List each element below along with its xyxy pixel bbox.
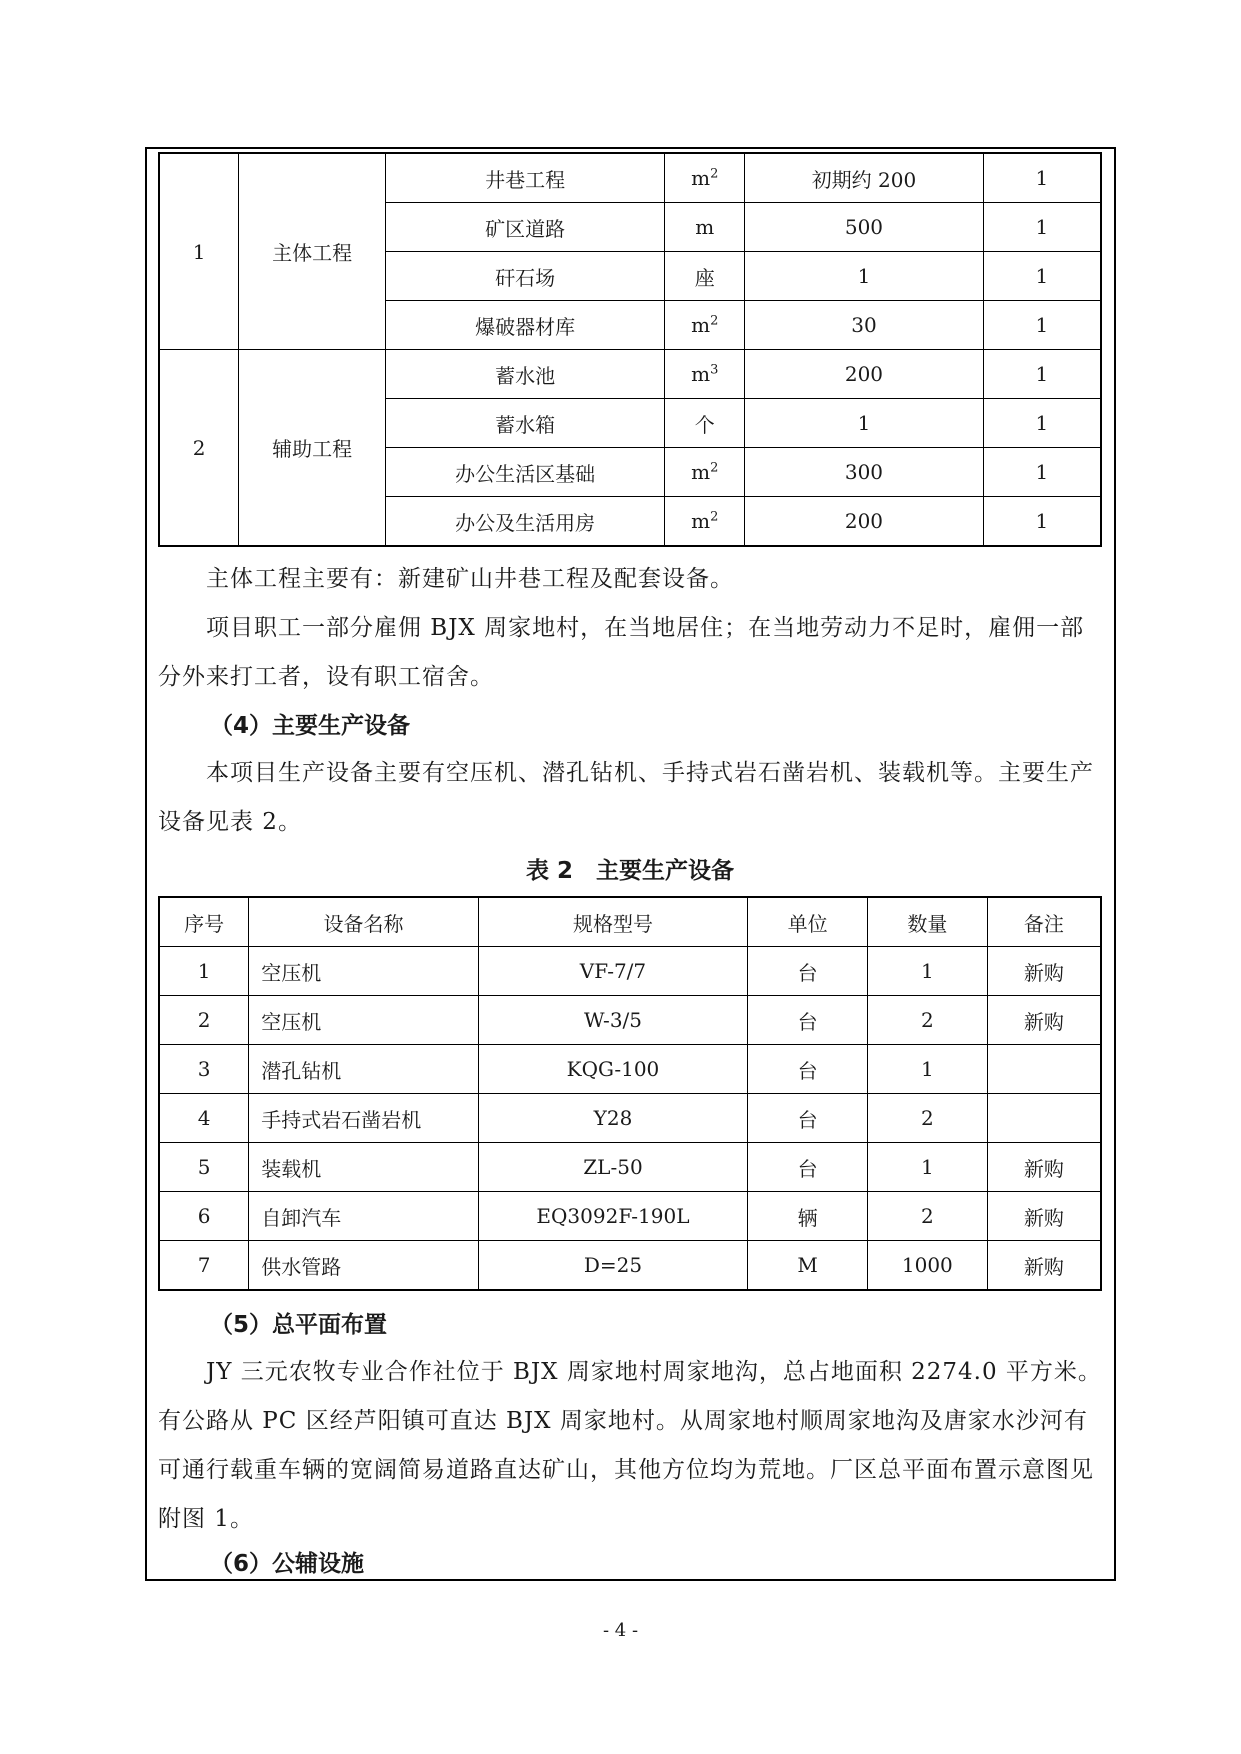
cell-unit: 台 — [748, 1094, 868, 1143]
item-unit — [665, 350, 745, 399]
item-unit — [665, 399, 745, 448]
paragraph-layout: JY 三元农牧专业合作社位于 BJX 周家地村周家地沟，总占地面积 2274.0 平方米。有公路从 PC 区经芦阳镇可直达 BJX 周家地村。从周家地村顺周家地沟及唐家水沙河有可通行载重车辆的宽阔简易道路直达矿山，其他方位均为荒地。厂区总平面布置示意图见附图 1。 — [158, 1359, 1102, 1532]
column-header: 单位 — [748, 897, 868, 947]
equipment-table — [158, 896, 1102, 1291]
column-header: 序号 — [159, 897, 249, 947]
item-unit — [665, 203, 745, 252]
cell-model: ZL-50 — [478, 1143, 748, 1192]
item-unit — [665, 153, 745, 203]
page-number: - 4 - — [602, 1620, 639, 1641]
heading-utilities: （6）公辅设施 — [210, 1551, 365, 1577]
heading-general-layout: （5）总平面布置 — [210, 1312, 388, 1338]
table-row — [159, 1094, 1101, 1143]
item-unit — [665, 252, 745, 301]
cell-remark: 新购 — [987, 947, 1101, 996]
item-unit — [665, 301, 745, 350]
cell-model: VF-7/7 — [478, 947, 748, 996]
cell-index: 7 — [159, 1241, 249, 1291]
item-quantity: 1 — [983, 497, 1101, 547]
cell-unit: 台 — [748, 1045, 868, 1094]
cell-model: Y28 — [478, 1094, 748, 1143]
cell-unit: 台 — [748, 1143, 868, 1192]
cell-index: 1 — [159, 947, 249, 996]
cell-model: EQ3092F-190L — [478, 1192, 748, 1241]
item-scale: 初期约 200 — [745, 153, 984, 203]
unit-exponent: 2 — [710, 313, 719, 329]
table-row — [159, 947, 1101, 996]
item-name: 井巷工程 — [386, 153, 665, 203]
cell-quantity: 2 — [867, 1192, 987, 1241]
table-row — [159, 350, 1101, 399]
cell-index: 2 — [159, 996, 249, 1045]
cell-quantity: 1 — [867, 1143, 987, 1192]
cell-unit: 辆 — [748, 1192, 868, 1241]
group-category: 主体工程 — [239, 153, 386, 350]
item-unit — [665, 448, 745, 497]
cell-index: 5 — [159, 1143, 249, 1192]
item-scale: 1 — [745, 399, 984, 448]
item-scale: 200 — [745, 350, 984, 399]
column-header: 数量 — [867, 897, 987, 947]
table-row — [159, 1241, 1101, 1291]
group-category: 辅助工程 — [239, 350, 386, 547]
item-name: 蓄水池 — [386, 350, 665, 399]
item-quantity: 1 — [983, 252, 1101, 301]
cell-remark — [987, 1045, 1101, 1094]
item-name: 矿区道路 — [386, 203, 665, 252]
item-scale: 300 — [745, 448, 984, 497]
unit-base: 座 — [694, 265, 715, 290]
cell-quantity: 1000 — [867, 1241, 987, 1291]
cell-equipment-name: 供水管路 — [249, 1241, 478, 1291]
group-number: 2 — [159, 350, 239, 547]
unit-exponent: 2 — [710, 460, 719, 476]
cell-remark: 新购 — [987, 996, 1101, 1045]
cell-remark: 新购 — [987, 1241, 1101, 1291]
unit-base: m — [695, 215, 715, 239]
cell-equipment-name: 空压机 — [249, 996, 478, 1045]
unit-base: m — [691, 362, 711, 386]
item-name: 爆破器材库 — [386, 301, 665, 350]
cell-remark: 新购 — [987, 1143, 1101, 1192]
cell-quantity: 1 — [867, 1045, 987, 1094]
paragraph-main-works: 主体工程主要有：新建矿山井巷工程及配套设备。 — [206, 566, 734, 592]
cell-index: 6 — [159, 1192, 249, 1241]
table-row — [159, 1192, 1101, 1241]
item-name: 办公及生活用房 — [386, 497, 665, 547]
cell-remark: 新购 — [987, 1192, 1101, 1241]
item-unit — [665, 497, 745, 547]
item-quantity: 1 — [983, 153, 1101, 203]
table-row — [159, 1143, 1101, 1192]
table-row — [159, 1045, 1101, 1094]
item-scale: 1 — [745, 252, 984, 301]
item-scale: 200 — [745, 497, 984, 547]
unit-base: m — [691, 509, 711, 533]
unit-base: m — [691, 166, 711, 190]
cell-equipment-name: 潜孔钻机 — [249, 1045, 478, 1094]
unit-base: m — [691, 460, 711, 484]
column-header: 设备名称 — [249, 897, 478, 947]
item-name: 蓄水箱 — [386, 399, 665, 448]
unit-base: 个 — [694, 412, 715, 437]
cell-quantity: 2 — [867, 1094, 987, 1143]
unit-exponent: 3 — [710, 362, 719, 378]
item-name: 办公生活区基础 — [386, 448, 665, 497]
item-quantity: 1 — [983, 203, 1101, 252]
cell-model: D=25 — [478, 1241, 748, 1291]
cell-index: 4 — [159, 1094, 249, 1143]
cell-model: KQG-100 — [478, 1045, 748, 1094]
table-row — [159, 153, 1101, 203]
table2-caption: 表 2 主要生产设备 — [525, 858, 734, 884]
unit-base: m — [691, 313, 711, 337]
item-quantity: 1 — [983, 301, 1101, 350]
cell-equipment-name: 自卸汽车 — [249, 1192, 478, 1241]
cell-equipment-name: 手持式岩石凿岩机 — [249, 1094, 478, 1143]
item-scale: 30 — [745, 301, 984, 350]
column-header: 备注 — [987, 897, 1101, 947]
cell-model: W-3/5 — [478, 996, 748, 1045]
column-header: 规格型号 — [478, 897, 748, 947]
item-name: 矸石场 — [386, 252, 665, 301]
cell-quantity: 2 — [867, 996, 987, 1045]
table-header-row — [159, 897, 1101, 947]
cell-unit: M — [748, 1241, 868, 1291]
project-composition-table — [158, 152, 1102, 547]
paragraph-equipment-intro: 本项目生产设备主要有空压机、潜孔钻机、手持式岩石凿岩机、装载机等。主要生产设备见表 2。 — [158, 760, 1094, 835]
unit-exponent: 2 — [710, 509, 719, 525]
item-quantity: 1 — [983, 448, 1101, 497]
item-scale: 500 — [745, 203, 984, 252]
paragraph-staff: 项目职工一部分雇佣 BJX 周家地村，在当地居住；在当地劳动力不足时，雇佣一部分外来打工者，设有职工宿舍。 — [158, 615, 1085, 690]
item-quantity: 1 — [983, 399, 1101, 448]
item-quantity: 1 — [983, 350, 1101, 399]
cell-remark — [987, 1094, 1101, 1143]
cell-equipment-name: 空压机 — [249, 947, 478, 996]
cell-unit: 台 — [748, 947, 868, 996]
table-row — [159, 996, 1101, 1045]
cell-unit: 台 — [748, 996, 868, 1045]
group-number: 1 — [159, 153, 239, 350]
unit-exponent: 2 — [710, 166, 719, 182]
cell-quantity: 1 — [867, 947, 987, 996]
cell-index: 3 — [159, 1045, 249, 1094]
heading-production-equipment: （4）主要生产设备 — [210, 713, 411, 739]
cell-equipment-name: 装载机 — [249, 1143, 478, 1192]
